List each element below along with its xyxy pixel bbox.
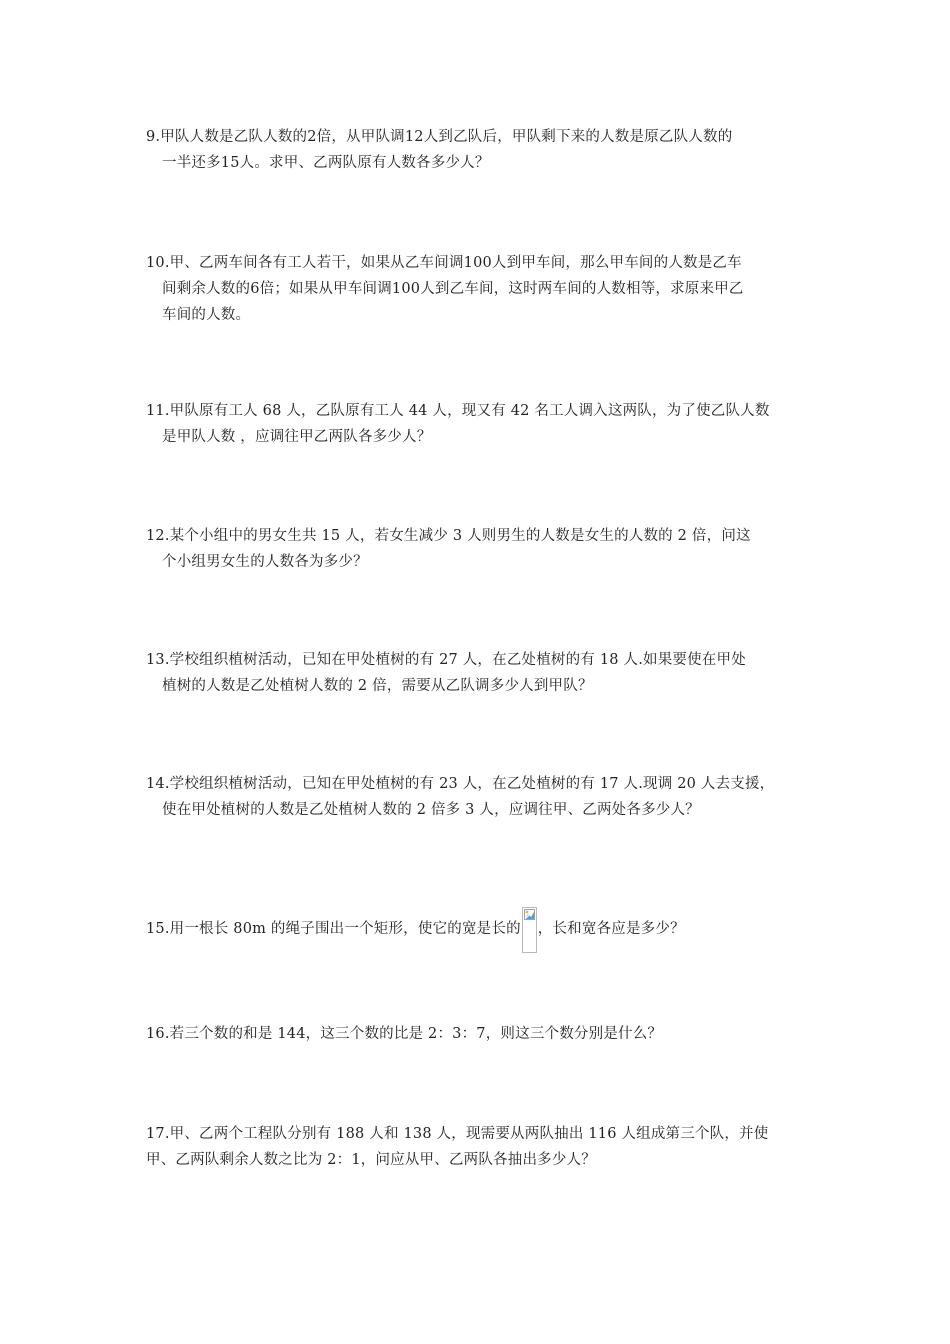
problem-14-line-2: 使在甲处植树的人数是乙处植树人数的 2 倍多 3 人，应调往甲、乙两处各多少人？ <box>162 802 700 818</box>
problem-11 <box>146 398 836 450</box>
problem-10-line-1: 10.甲、乙两车间各有工人若干，如果从乙车间调100人到甲车间，那么甲车间的人数是乙车 <box>146 255 742 271</box>
problem-14 <box>146 771 836 823</box>
problem-9-line-2: 一半还多15人。求甲、乙两队原有人数各多少人？ <box>162 155 490 171</box>
problem-15-text-before: 15.用一根长 80m 的绳子围出一个矩形，使它的宽是长的 <box>146 921 521 937</box>
problem-15-line-1 <box>146 907 836 953</box>
problem-9-line-1: 9.甲队人数是乙队人数的2倍，从甲队调12人到乙队后，甲队剩下来的人数是原乙队人数的 <box>146 129 733 145</box>
broken-image-placeholder <box>522 907 537 953</box>
problem-11-line-1: 11.甲队原有工人 68 人，乙队原有工人 44 人，现又有 42 名工人调入这两队，为了使乙队人数 <box>146 403 770 419</box>
problem-17-line-2: 甲、乙两队剩余人数之比为 2：1，问应从甲、乙两队各抽出多少人？ <box>146 1152 596 1168</box>
problem-14-line-1: 14.学校组织植树活动，已知在甲处植树的有 23 人，在乙处植树的有 17 人.现调 20 人去支援， <box>146 776 775 792</box>
problem-17 <box>146 1121 836 1173</box>
problem-10-line-2: 间剩余人数的6倍；如果从甲车间调100人到乙车间，这时两车间的人数相等，求原来甲乙 <box>162 281 744 297</box>
problem-12-line-2: 个小组男女生的人数各为多少？ <box>162 554 368 570</box>
problem-13 <box>146 647 836 699</box>
problem-16 <box>146 1021 836 1047</box>
problem-12 <box>146 523 836 575</box>
problem-10-line-3: 车间的人数。 <box>162 307 251 323</box>
problem-12-line-1: 12.某个小组中的男女生共 15 人，若女生减少 3 人则男生的人数是女生的人数的 2 倍，问这 <box>146 528 751 544</box>
problem-13-line-1: 13.学校组织植树活动，已知在甲处植树的有 27 人，在乙处植树的有 18 人.如果要使在甲处 <box>146 652 746 668</box>
problem-15-text-after: ，长和宽各应是多少？ <box>537 921 685 937</box>
problem-10 <box>146 250 836 328</box>
problem-9 <box>146 124 836 176</box>
problem-13-line-2: 植树的人数是乙处植树人数的 2 倍，需要从乙队调多少人到甲队？ <box>162 678 593 694</box>
problem-16-line-1: 16.若三个数的和是 144，这三个数的比是 2：3：7，则这三个数分别是什么？ <box>146 1026 663 1042</box>
problem-17-line-1: 17.甲、乙两个工程队分别有 188 人和 138 人，现需要从两队抽出 116 人组成第三个队，并使 <box>146 1126 769 1142</box>
broken-image-icon <box>524 909 535 920</box>
problem-11-line-2: 是甲队人数 ，应调往甲乙两队各多少人？ <box>162 429 432 445</box>
problem-15 <box>146 907 836 953</box>
